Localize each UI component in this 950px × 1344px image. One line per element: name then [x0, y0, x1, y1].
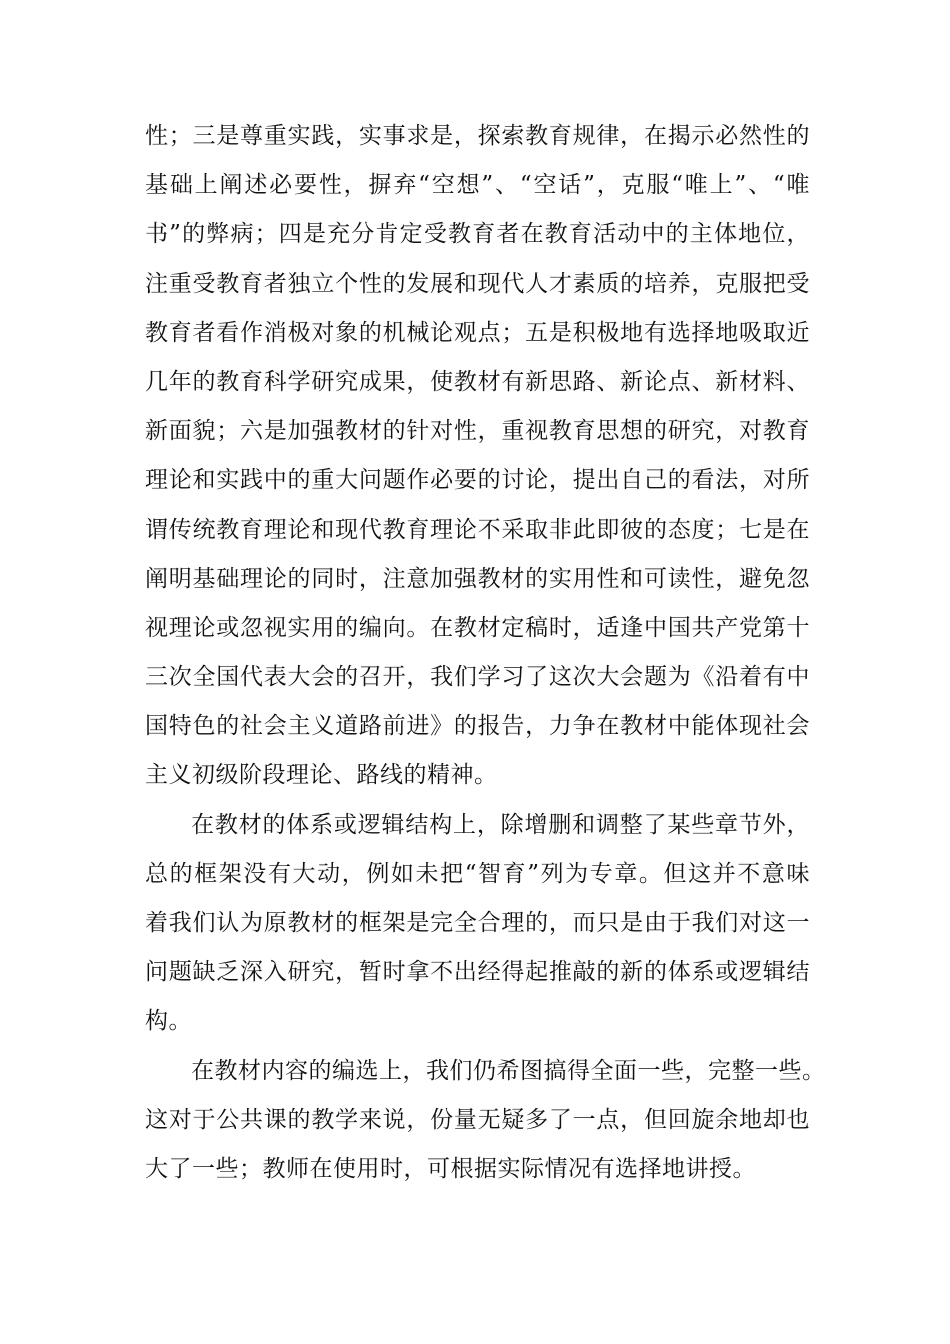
text-line: 基础上阐述必要性，摒弃“空想”、“空话”，克服“唯上”、“唯	[145, 172, 810, 199]
text-line: 几年的教育科学研究成果，使教材有新思路、新论点、新材料、	[145, 368, 810, 395]
text-line: 性；三是尊重实践，实事求是，探索教育规律，在揭示必然性的	[145, 123, 810, 149]
text-line: 书”的弊病；四是充分肯定受教育者在教育活动中的主体地位，	[145, 221, 810, 248]
text-line: 谓传统教育理论和现代教育理论不采取非此即彼的态度；七是在	[145, 516, 810, 543]
text-line: 三次全国代表大会的召开，我们学习了这次大会题为《沿着有中	[145, 664, 810, 691]
text-line: 教育者看作消极对象的机械论观点；五是积极地有选择地吸取近	[145, 319, 810, 346]
paragraph-1	[145, 112, 810, 801]
text-line: 着我们认为原教材的框架是完全合理的，而只是由于我们对这一	[145, 910, 810, 936]
text-line: 注重受教育者独立个性的发展和现代人才素质的培养，克服把受	[145, 270, 810, 297]
paragraph-3	[145, 1047, 826, 1195]
text-line: 国特色的社会主义道路前进》的报告，力争在教材中能体现社会	[145, 713, 810, 740]
text-line: 问题缺乏深入研究，暂时拿不出经得起推敲的新的体系或逻辑结	[145, 959, 810, 986]
text-line: 这对于公共课的教学来说，份量无疑多了一点，但回旋余地却也	[145, 1106, 810, 1133]
text-line: 大了一些；教师在使用时，可根据实际情况有选择地讲授。	[145, 1155, 756, 1182]
text-line: 在教材内容的编选上，我们仍希图搞得全面一些，完整一些。	[191, 1057, 826, 1084]
text-line: 构。	[145, 1008, 192, 1035]
text-line: 在教材的体系或逻辑结构上，除增删和调整了某些章节外，	[191, 811, 810, 838]
text-line: 新面貌；六是加强教材的针对性，重视教育思想的研究，对教育	[145, 418, 810, 445]
text-line: 阐明基础理论的同时，注意加强教材的实用性和可读性，避免忽	[145, 565, 810, 592]
body-text	[145, 112, 826, 1194]
text-line: 总的框架没有大动，例如未把“智育”列为专章。但这并不意味	[145, 860, 810, 887]
text-line: 视理论或忽视实用的编向。在教材定稿时，适逢中国共产党第十	[145, 614, 810, 641]
paragraph-2	[145, 801, 810, 1047]
text-line: 主义初级阶段理论、路线的精神。	[145, 762, 498, 789]
text-line: 理论和实践中的重大问题作必要的讨论，提出自己的看法，对所	[145, 467, 810, 494]
